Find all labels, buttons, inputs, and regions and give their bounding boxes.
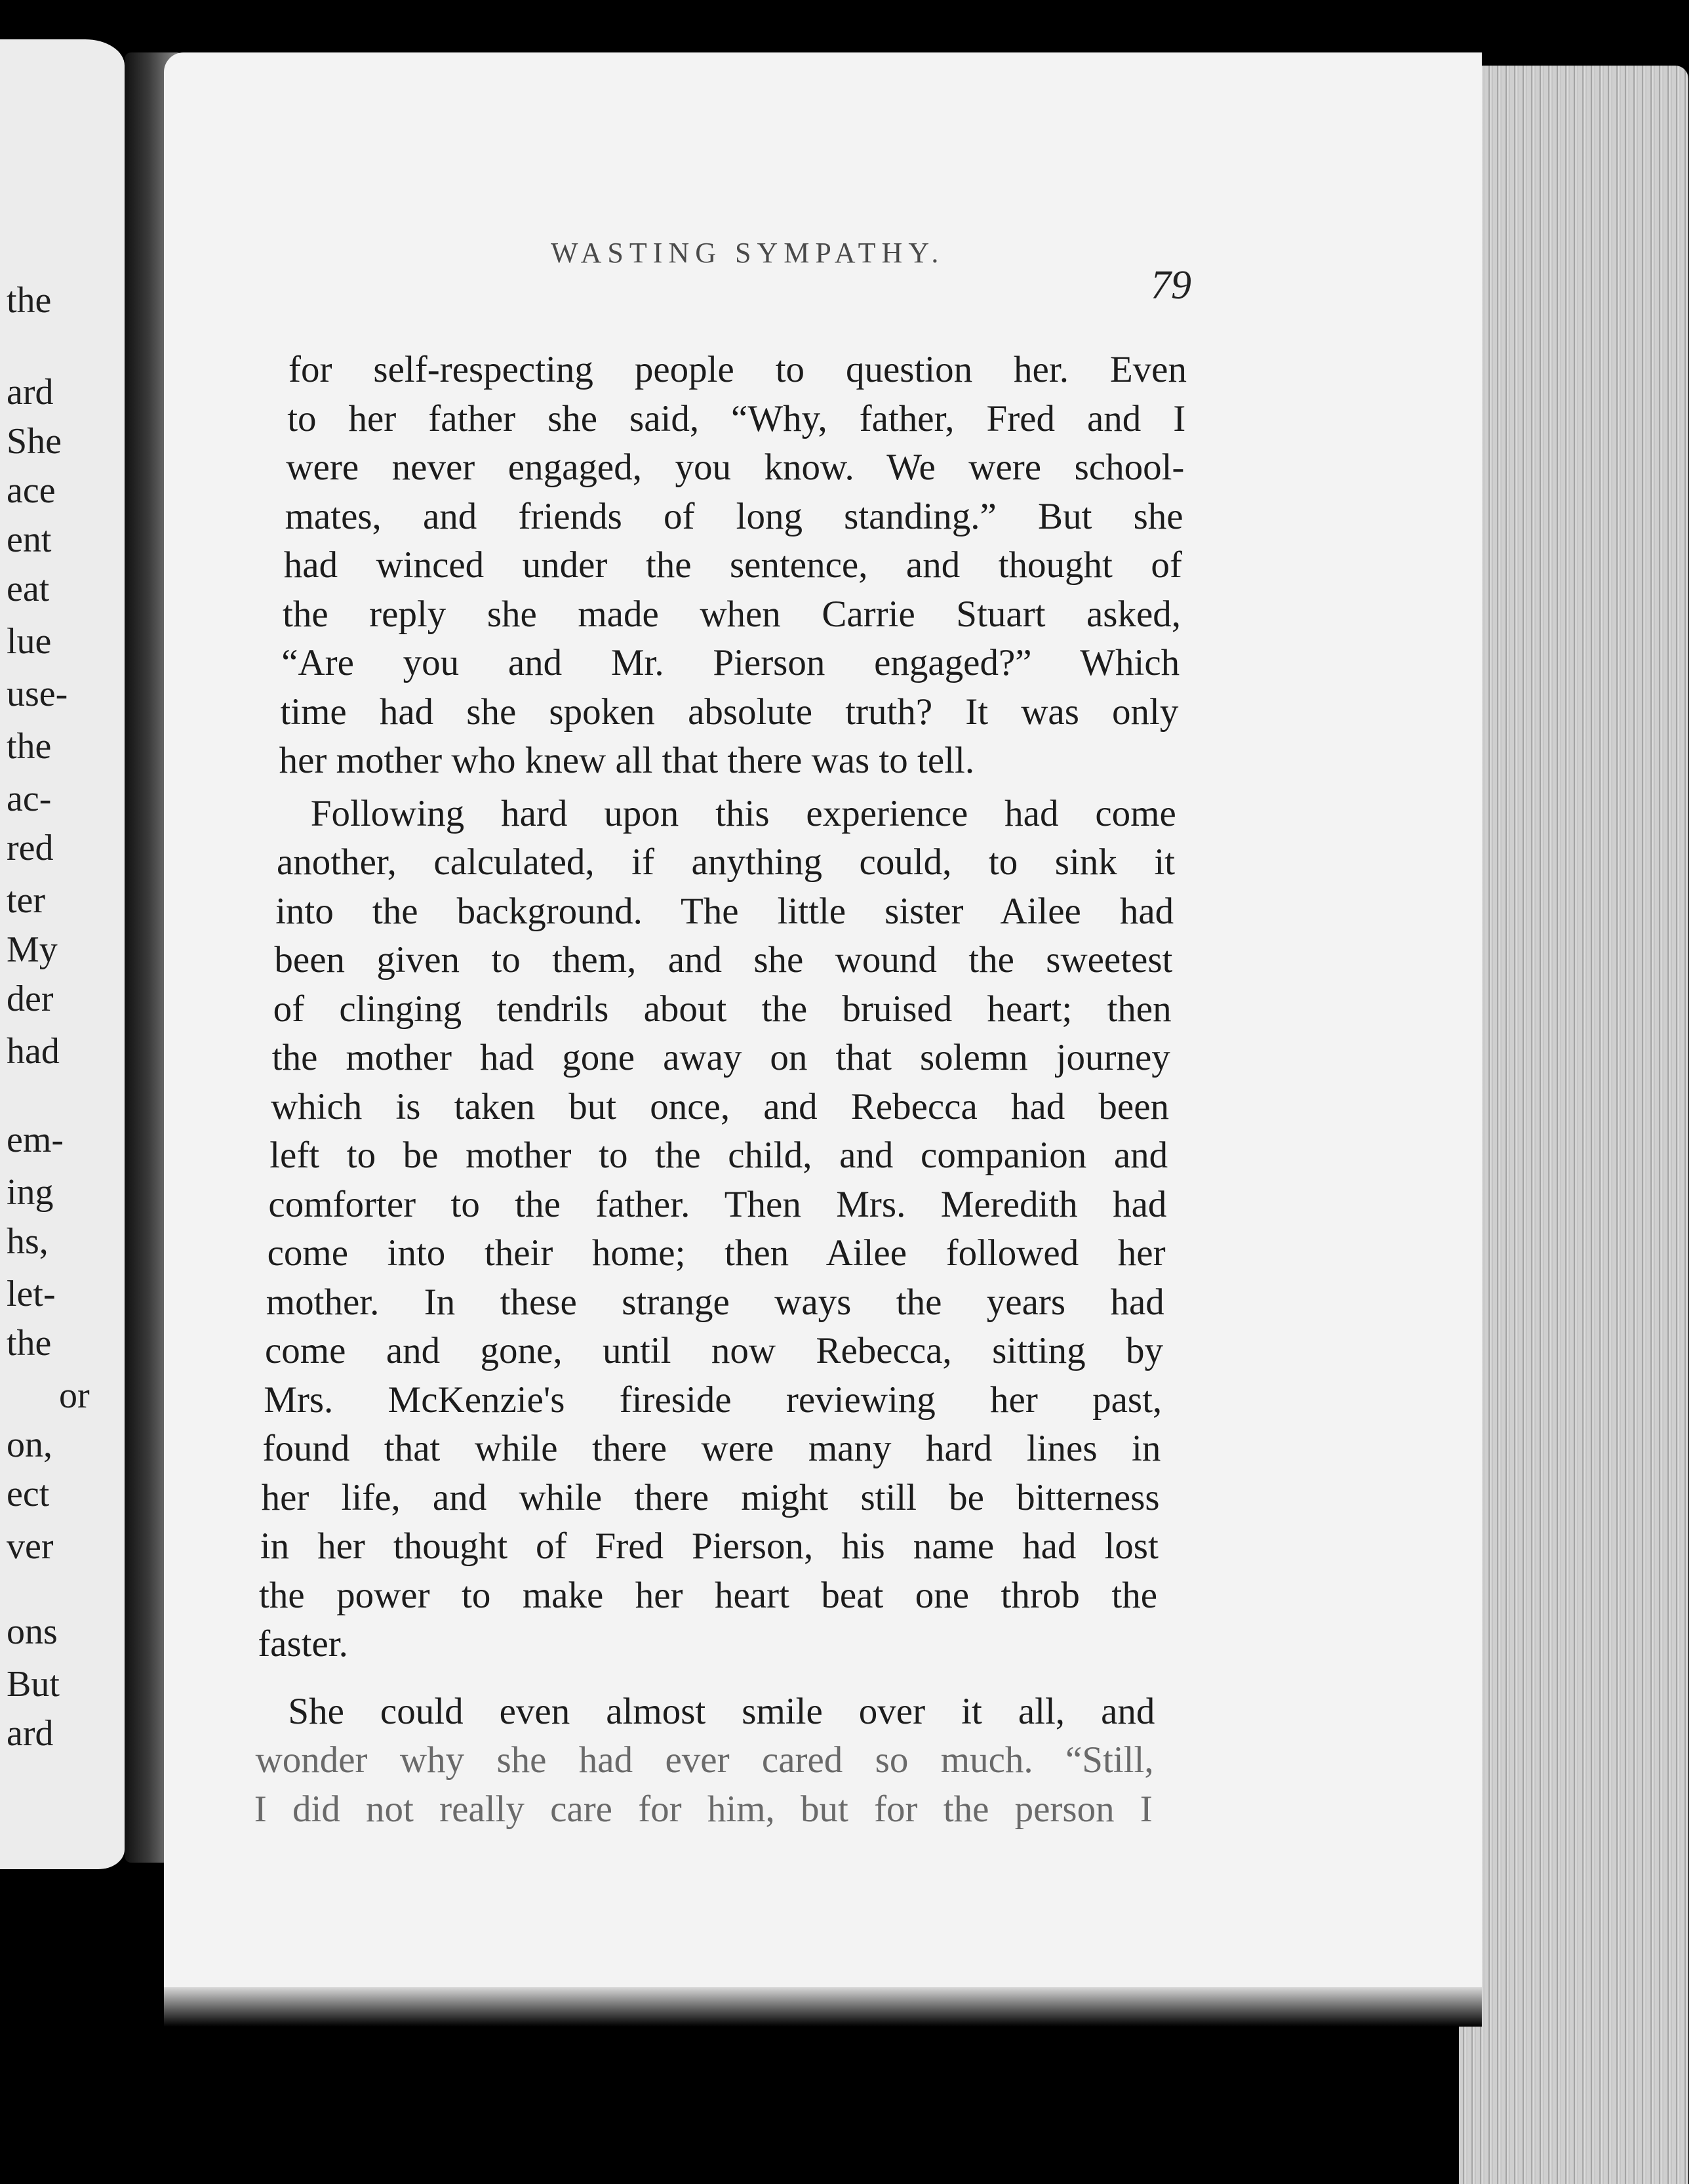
text-line: the power to make her heart beat one throb the (259, 1574, 1157, 1616)
left-page-fragment: eat (7, 569, 50, 609)
left-page-fragment: ver (7, 1526, 54, 1567)
text-line: the reply she made when Carrie Stuart asked, (283, 593, 1181, 635)
left-page-fragment: My (7, 929, 58, 970)
left-page-fragment: on, (7, 1425, 52, 1465)
text-line: were never engaged, you know. We were school- (286, 447, 1185, 488)
text-line: which is taken but once, and Rebecca had been (271, 1085, 1169, 1127)
left-page-fragment: red (7, 828, 54, 868)
text-line: come and gone, until now Rebecca, sitting by (265, 1330, 1163, 1371)
page-bottom-shadow (164, 1987, 1482, 2027)
left-page-fragment: had (7, 1031, 60, 1072)
text-line: wonder why she had ever cared so much. “Still, (255, 1739, 1154, 1781)
left-page-fragment: She (7, 421, 62, 462)
left-page-fragment: ard (7, 372, 54, 413)
text-line: in her thought of Fred Pierson, his name had lost (260, 1526, 1159, 1567)
left-page-fragment: ing (7, 1172, 54, 1213)
text-line: I did not really care for him, but for the person I (254, 1788, 1153, 1830)
left-page-fragment: lue (7, 621, 52, 662)
left-page-fragment: ace (7, 470, 56, 511)
left-page-fragment: hs, (7, 1221, 49, 1262)
text-line: come into their home; then Ailee followed her (267, 1232, 1166, 1274)
left-page-fragment: let- (7, 1274, 56, 1314)
left-page-fragment: the (7, 726, 52, 767)
text-line: Following hard upon this experience had come (310, 792, 1176, 834)
text-line: time had she spoken absolute truth? It was only (280, 691, 1179, 733)
running-head: WASTING SYMPATHY. (551, 237, 945, 269)
text-line: found that while there were many hard lines in (262, 1428, 1161, 1469)
text-line: another, calculated, if anything could, to sink it (277, 841, 1175, 883)
text-line: into the background. The little sister Ailee had (275, 890, 1174, 932)
left-page-fragment: But (7, 1664, 60, 1705)
text-line: of clinging tendrils about the bruised heart; then (273, 988, 1172, 1030)
text-line: mates, and friends of long standing.” But she (285, 495, 1183, 537)
text-line: had winced under the sentence, and thought of (283, 544, 1182, 586)
text-line: her life, and while there might still be bitterness (261, 1476, 1160, 1518)
text-line: comforter to the father. Then Mrs. Meredith had (268, 1183, 1167, 1225)
text-line: faster. (258, 1623, 348, 1665)
left-page-fragment: ent (7, 519, 52, 560)
text-line: mother. In these strange ways the years had (266, 1281, 1164, 1323)
left-page-fragment: or (59, 1375, 90, 1416)
text-line: the mother had gone away on that solemn journey (271, 1037, 1170, 1078)
page-number: 79 (1151, 263, 1191, 308)
left-page-fragment: ard (7, 1713, 54, 1754)
left-page (0, 39, 125, 1869)
left-page-fragment: em- (7, 1120, 64, 1160)
left-page-fragment: the (7, 1323, 52, 1364)
text-line: to her father she said, “Why, father, Fred and I (287, 397, 1186, 439)
left-page-fragment: der (7, 979, 54, 1019)
left-page-fragment: ac- (7, 779, 52, 819)
left-page-fragment: the (7, 280, 52, 321)
left-page-fragment: ons (7, 1611, 58, 1652)
text-line: been given to them, and she wound the sweetest (274, 939, 1173, 981)
left-page-fragment: ect (7, 1474, 50, 1514)
left-page-fragment: use- (7, 674, 68, 714)
text-line: left to be mother to the child, and companion and (269, 1135, 1168, 1176)
text-line: “Are you and Mr. Pierson engaged?” Which (281, 642, 1180, 683)
text-line: for self-respecting people to question her. Even (288, 349, 1187, 390)
page-fore-edge (1459, 66, 1688, 2184)
text-line: her mother who knew all that there was to tell. (279, 740, 975, 781)
text-line: She could even almost smile over it all, and (288, 1690, 1155, 1732)
left-page-fragment: ter (7, 880, 46, 921)
text-line: Mrs. McKenzie's fireside reviewing her past, (264, 1379, 1162, 1421)
